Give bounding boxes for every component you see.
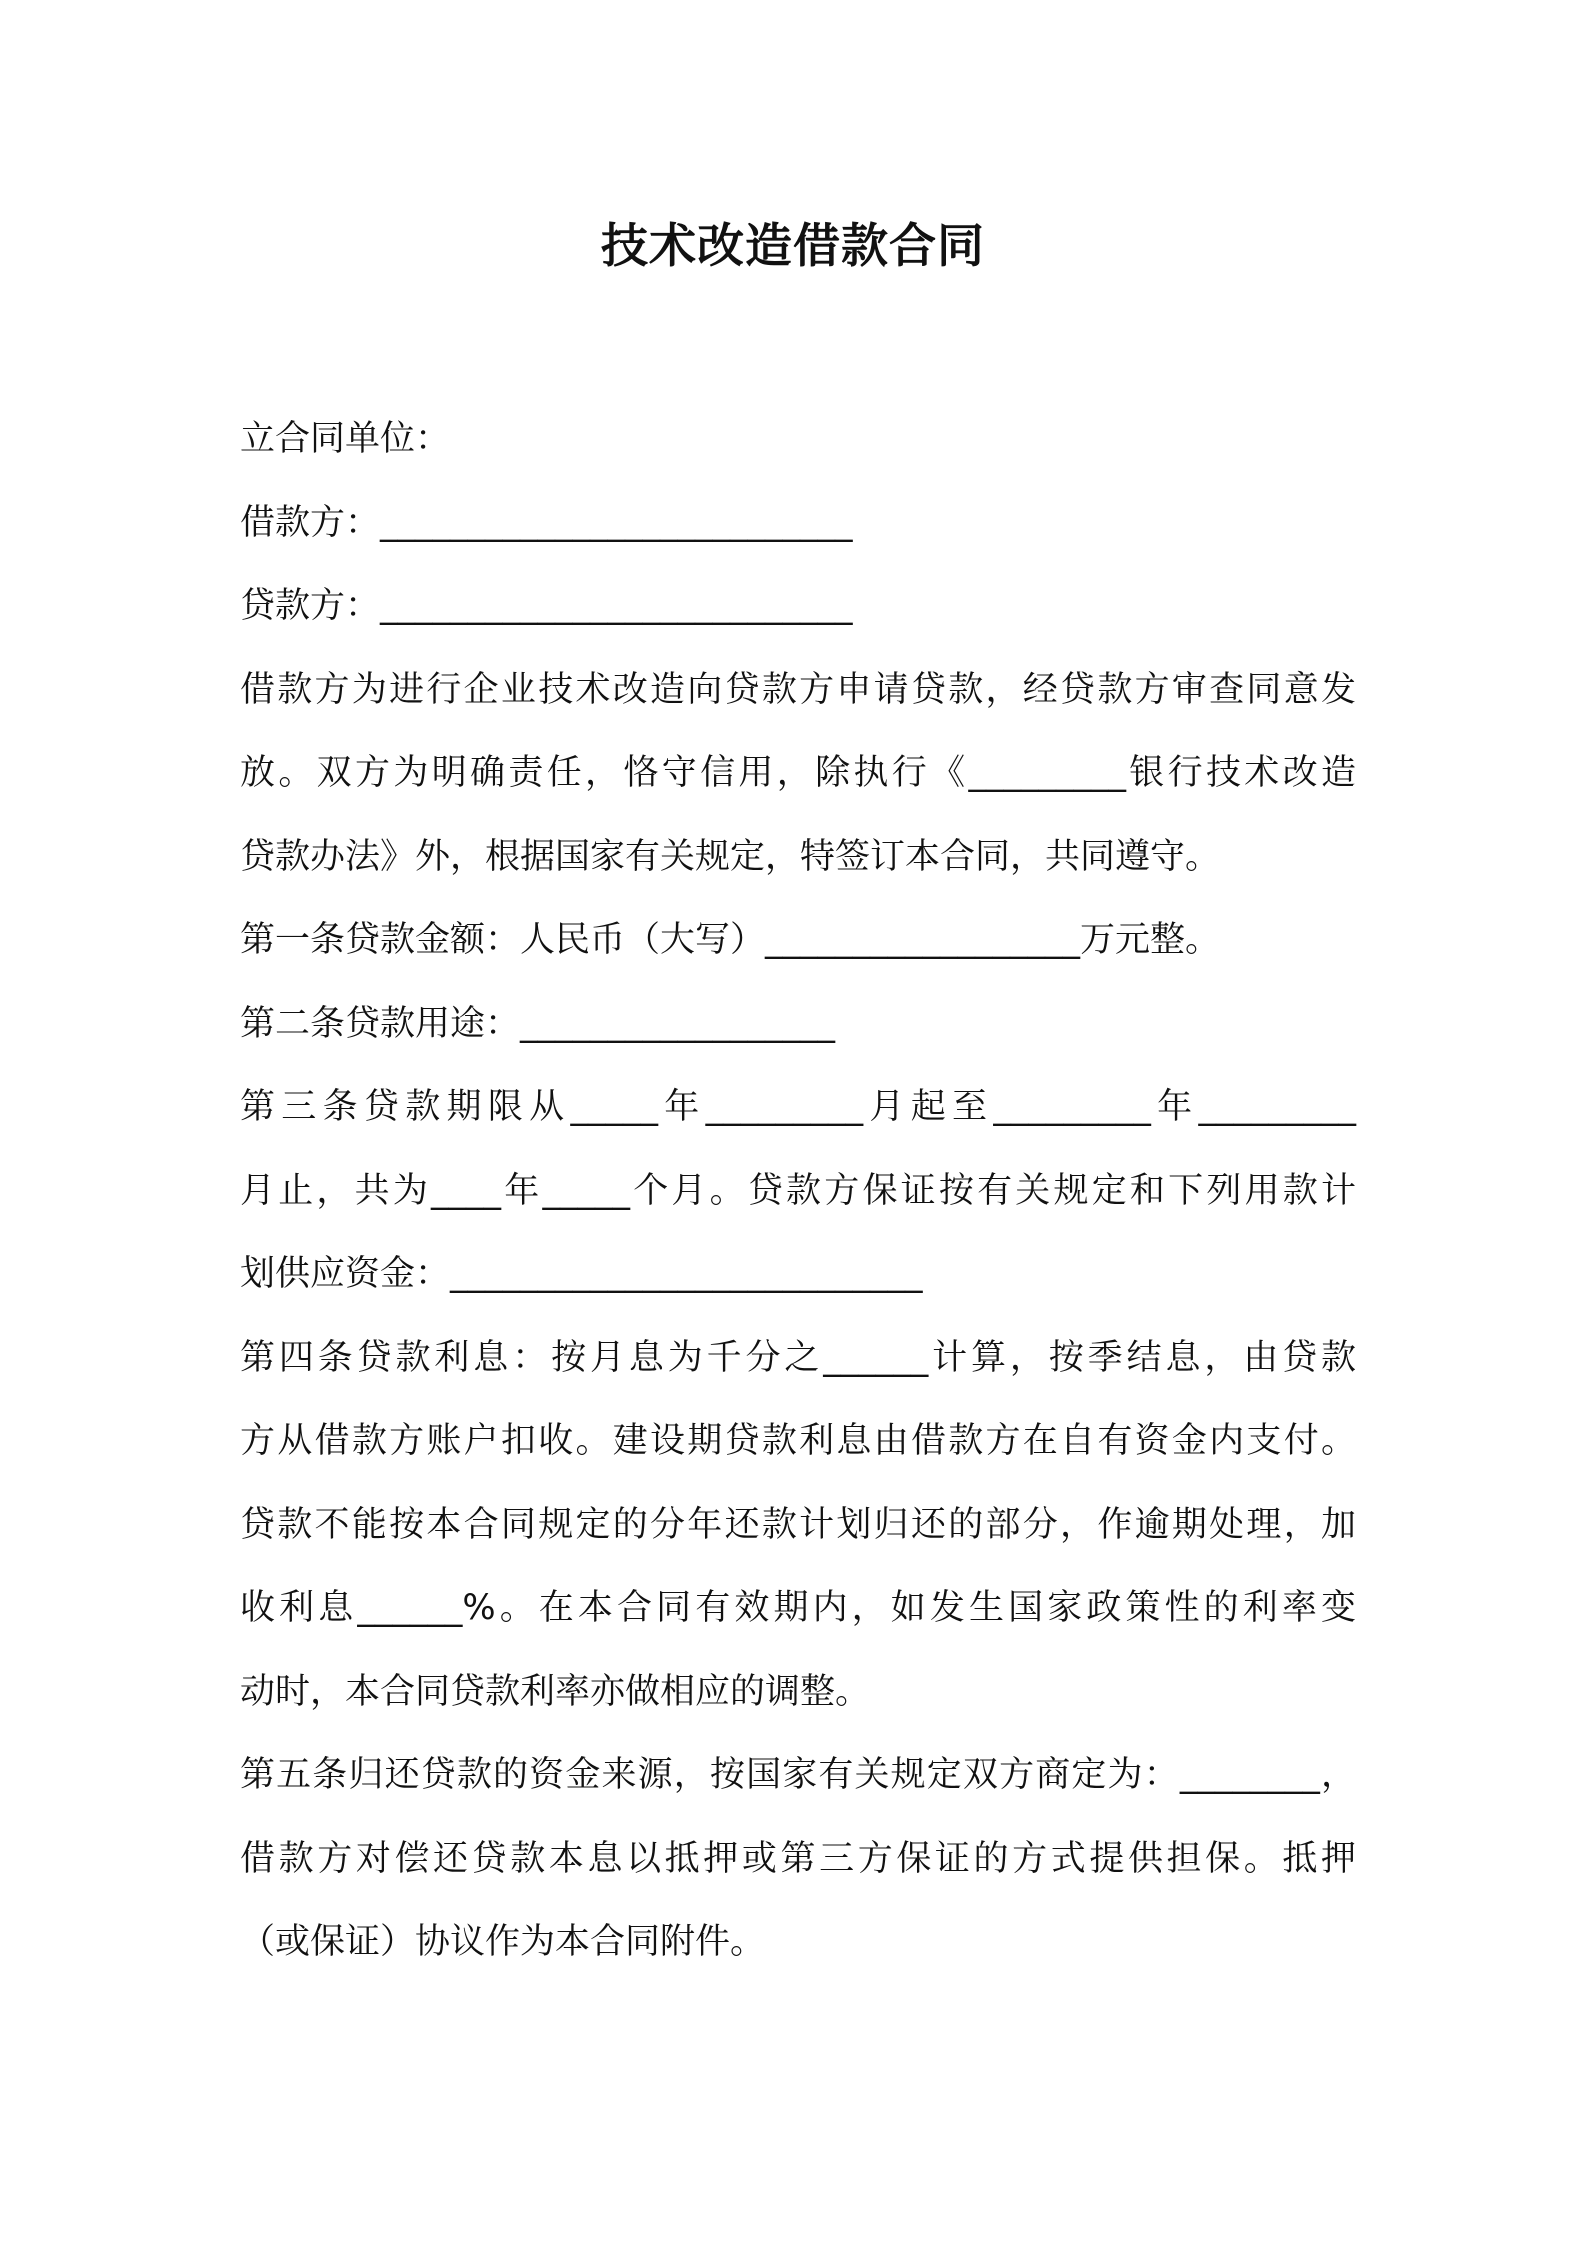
article-4-loan-interest: 收利息______%。在本合同有效期内，如发生国家政策性的利率变 bbox=[240, 1588, 1356, 1628]
article-4-loan-interest: 动时，本合同贷款利率亦做相应的调整。 bbox=[240, 1671, 871, 1712]
article-4-loan-interest: 第四条贷款利息：按月息为千分之______计算，按季结息，由贷款 bbox=[240, 1337, 1356, 1378]
contract-parties-heading: 立合同单位： bbox=[240, 419, 451, 459]
article-3-loan-term: 第三条贷款期限从_____年_________月起至_________年_________ bbox=[240, 1087, 1356, 1127]
article-4-loan-interest: 贷款不能按本合同规定的分年还款计划归还的部分，作逾期处理，加 bbox=[240, 1504, 1356, 1545]
preamble-line: 贷款办法》外，根据国家有关规定，特签订本合同，共同遵守。 bbox=[240, 836, 1221, 877]
preamble-line: 放。双方为明确责任，恪守信用，除执行《_________银行技术改造 bbox=[240, 753, 1356, 793]
article-5-repayment-source: （或保证）协议作为本合同附件。 bbox=[240, 1922, 766, 1962]
document-body bbox=[240, 398, 1356, 1985]
article-5-repayment-source: 第五条归还贷款的资金来源，按国家有关规定双方商定为：________， bbox=[240, 1755, 1356, 1795]
document-title: 技术改造借款合同 bbox=[601, 219, 985, 274]
article-3-loan-term: 月止，共为____年_____个月。贷款方保证按有关规定和下列用款计 bbox=[240, 1170, 1356, 1211]
article-5-repayment-source: 借款方对偿还贷款本息以抵押或第三方保证的方式提供担保。抵押 bbox=[240, 1838, 1356, 1879]
article-4-loan-interest: 方从借款方账户扣收。建设期贷款利息由借款方在自有资金内支付。 bbox=[240, 1421, 1356, 1461]
borrower-line: 借款方：___________________________ bbox=[240, 502, 853, 543]
preamble-line: 借款方为进行企业技术改造向贷款方申请贷款，经贷款方审查同意发 bbox=[240, 669, 1356, 710]
article-1-loan-amount: 第一条贷款金额：人民币（大写）__________________万元整。 bbox=[240, 920, 1221, 960]
article-3-loan-term: 划供应资金：___________________________ bbox=[240, 1254, 923, 1294]
article-2-loan-purpose: 第二条贷款用途：__________________ bbox=[240, 1003, 836, 1044]
lender-line: 贷款方：___________________________ bbox=[240, 586, 853, 626]
